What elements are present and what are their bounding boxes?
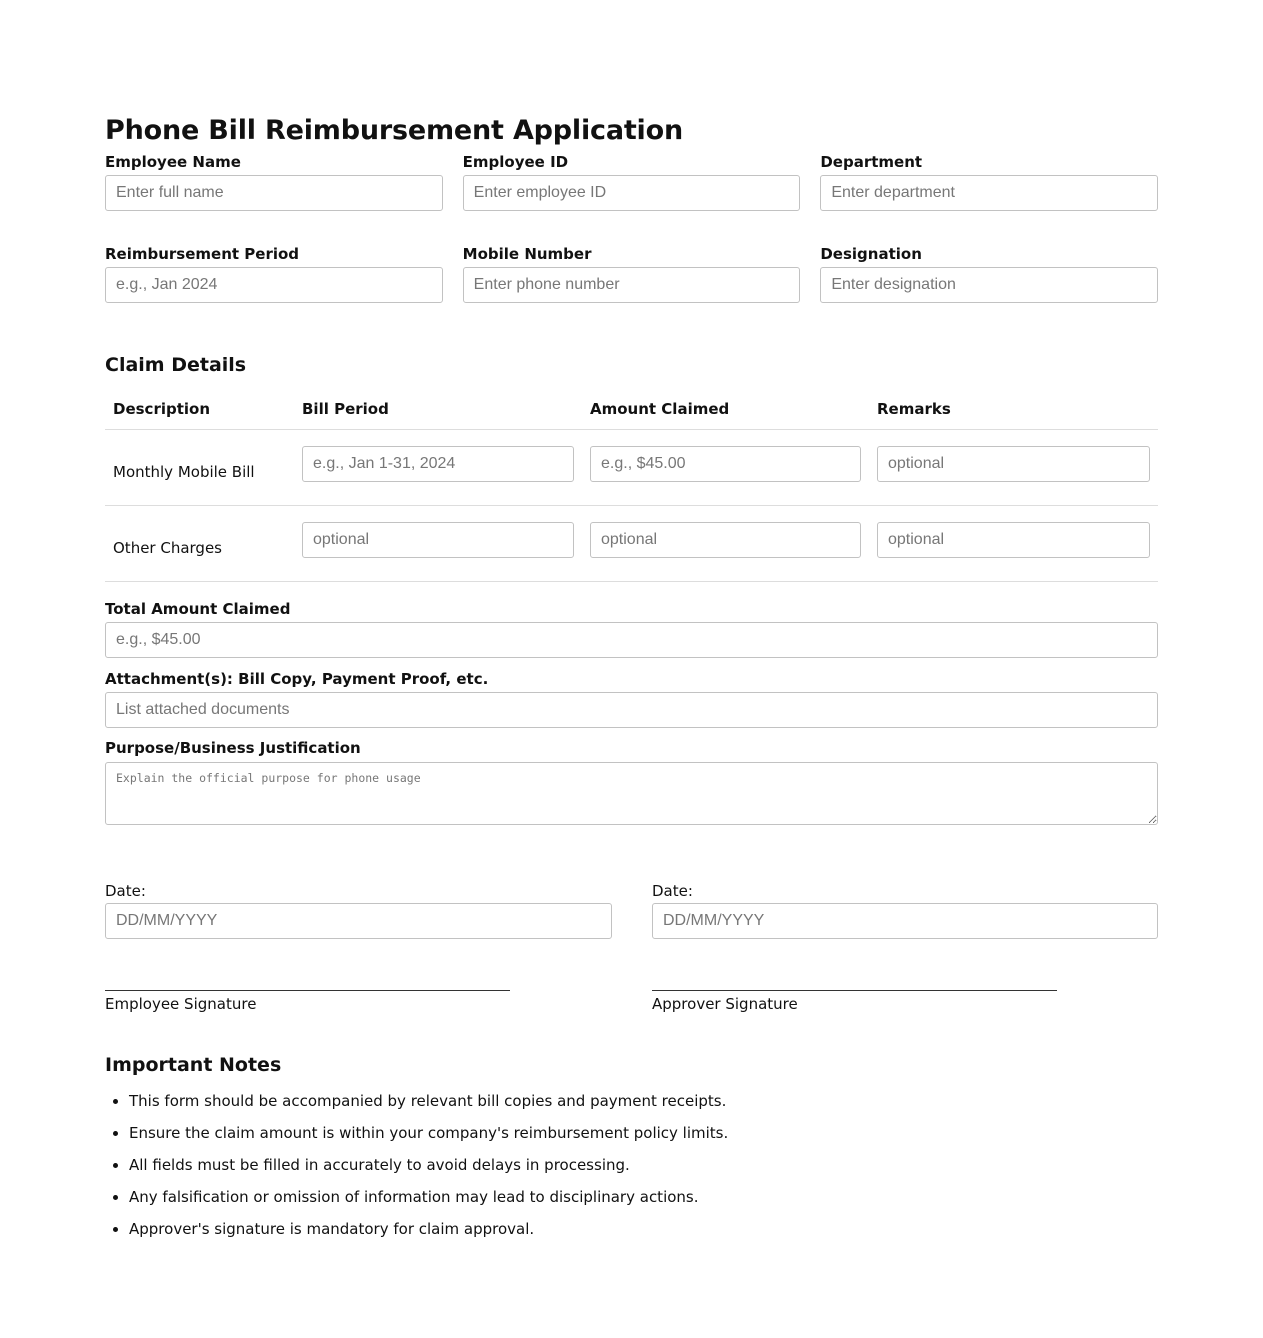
approver-date-input[interactable] — [652, 903, 1158, 939]
important-notes-list — [105, 1091, 1158, 1239]
column-header-amount-claimed: Amount Claimed — [582, 389, 869, 430]
total-amount-field — [105, 601, 1158, 658]
bill-period-cell — [294, 506, 582, 582]
list-item: • Ensure the claim amount is within your company's reimbursement policy limits. — [129, 1123, 1158, 1143]
designation-input[interactable] — [820, 267, 1158, 303]
total-amount-label: Total Amount Claimed — [105, 600, 291, 618]
approver-date-label: Date: — [652, 882, 693, 900]
reimbursement-form — [105, 112, 1158, 1251]
total-amount-input[interactable] — [105, 622, 1158, 658]
approver-signature-label: Approver Signature — [652, 995, 798, 1013]
employee-row-1 — [105, 154, 1158, 211]
mobile-number-input[interactable] — [463, 267, 801, 303]
remarks-cell — [869, 506, 1158, 582]
amount-claimed-input[interactable] — [590, 522, 861, 558]
employee-row-2 — [105, 246, 1158, 303]
column-header-bill-period: Bill Period — [294, 389, 582, 430]
table-row — [105, 430, 1158, 506]
column-header-remarks: Remarks — [869, 389, 1158, 430]
amount-claimed-cell — [582, 430, 869, 506]
purpose-textarea[interactable] — [105, 762, 1158, 825]
amount-claimed-cell — [582, 506, 869, 582]
claim-description: Other Charges — [105, 506, 294, 582]
claims-table — [105, 389, 1158, 582]
employee-signature-label: Employee Signature — [105, 995, 257, 1013]
list-item: • Approver's signature is mandatory for claim approval. — [129, 1219, 1158, 1239]
bill-period-input[interactable] — [302, 446, 574, 482]
approver-signature-block — [652, 883, 1158, 1013]
designation-field — [820, 246, 1158, 303]
employee-signature-block — [105, 883, 612, 1013]
form-title: Phone Bill Reimbursement Application — [105, 115, 683, 146]
employee-id-input[interactable] — [463, 175, 801, 211]
employee-date-input[interactable] — [105, 903, 612, 939]
purpose-label: Purpose/Business Justification — [105, 739, 361, 757]
bill-period-cell — [294, 430, 582, 506]
employee-name-input[interactable] — [105, 175, 443, 211]
list-item: • Any falsification or omission of information may lead to disciplinary actions. — [129, 1187, 1158, 1207]
claim-description: Monthly Mobile Bill — [105, 430, 294, 506]
employee-id-field — [463, 154, 801, 211]
bill-period-input[interactable] — [302, 522, 574, 558]
purpose-field — [105, 740, 1158, 825]
mobile-number-label: Mobile Number — [462, 245, 592, 263]
reimbursement-period-input[interactable] — [105, 267, 443, 303]
attachments-label: Attachment(s): Bill Copy, Payment Proof, etc. — [105, 670, 489, 688]
claims-header-row — [105, 389, 1158, 430]
employee-id-label: Employee ID — [462, 153, 569, 171]
claim-details-heading: Claim Details — [105, 354, 247, 376]
reimbursement-period-label: Reimbursement Period — [105, 245, 300, 263]
list-item: • This form should be accompanied by relevant bill copies and payment receipts. — [129, 1091, 1158, 1111]
important-notes-heading: Important Notes — [105, 1054, 282, 1076]
employee-date-label: Date: — [105, 882, 146, 900]
department-field — [820, 154, 1158, 211]
attachments-input[interactable] — [105, 692, 1158, 728]
employee-name-field — [105, 154, 443, 211]
signature-section — [105, 883, 1158, 1013]
column-header-description: Description — [105, 389, 294, 430]
approver-signature-line[interactable] — [652, 990, 1057, 991]
department-input[interactable] — [820, 175, 1158, 211]
attachments-field — [105, 671, 1158, 728]
list-item: • All fields must be filled in accurately to avoid delays in processing. — [129, 1155, 1158, 1175]
remarks-cell — [869, 430, 1158, 506]
mobile-number-field — [463, 246, 801, 303]
amount-claimed-input[interactable] — [590, 446, 861, 482]
reimbursement-period-field — [105, 246, 443, 303]
department-label: Department — [820, 153, 923, 171]
remarks-input[interactable] — [877, 522, 1150, 558]
employee-name-label: Employee Name — [105, 153, 241, 171]
remarks-input[interactable] — [877, 446, 1150, 482]
table-row — [105, 506, 1158, 582]
employee-signature-line[interactable] — [105, 990, 510, 991]
designation-label: Designation — [820, 245, 922, 263]
